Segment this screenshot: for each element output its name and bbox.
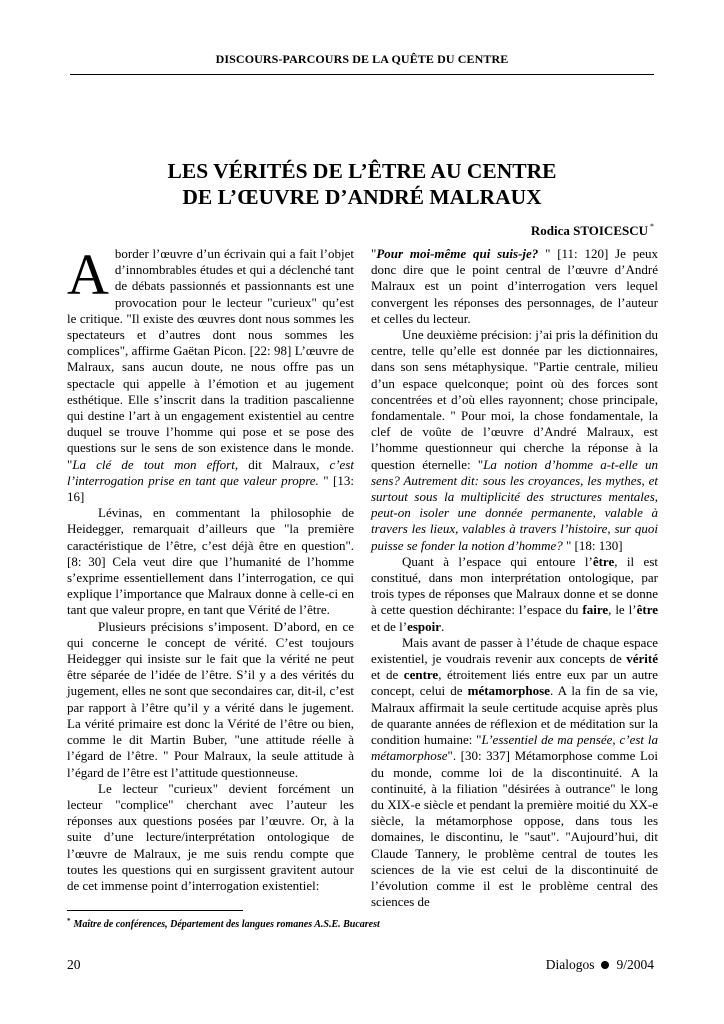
bold-term: métamorphose: [467, 683, 550, 699]
author-footnote-mark: *: [650, 222, 654, 231]
drop-cap: A: [67, 242, 109, 307]
paragraph-text: ". [30: 337] Métamorphose comme Loi du monde, comme loi de la discontinuité. A la continuité, à la filiation "désirées à outrance" le long du XIX-e siècle et pendant la première moitié du XX-e siècle, la métamorphose oppose, dans tous les domaines, le discontinu, le "saut". "Aujourd’hui, dit Claude Tannery, le problème central de toutes les sciences de la vie est celui de la discontinuité de l’évolution comme il est le problème central des sciences de: [371, 748, 658, 910]
title-line-1: LES VÉRITÉS DE L’ÊTRE AU CENTRE: [167, 159, 557, 183]
paragraph: Le lecteur "curieux" devient forcément un lecteur "complice" cherchant avec l’auteur les réponses aux questions posées par l’œuvre. Or, à la suite d’une lecture/interprétation ontologique de l’œuvre de Malraux, je me suis rendu compte que toutes les questions qui en surgissent gravitent autour de cet immense point d’interrogation existentiel:: [67, 780, 354, 893]
paragraph: [67, 242, 354, 505]
footnote-text: Maître de conférences, Département des langues romanes A.S.E. Bucarest: [73, 919, 380, 930]
paragraph: Plusieurs précisions s’imposent. D’abord, en ce qui concerne le concept de vérité. C’est toujours Heidegger qui insiste sur le fait que la vérité ne peut être séparée de l’idée de l’être. S’il y a des vérités du jugement, elles ne sont que secondaires car, dit-il, c’est par rapport à l’être qu’il y a vérité dans le jugement. La vérité primaire est donc la Vérité de l’être ou bien, comme le dit Martin Buber, "une attitude réelle à l’égard de l’être. " Pour Malraux, la seule attitude à l’égard de l’être est l’attitude questionneuse.: [67, 618, 354, 780]
running-header: DISCOURS-PARCOURS DE LA QUÊTE DU CENTRE: [215, 52, 509, 66]
paragraph-text: .: [441, 618, 445, 634]
author-text: Rodica STOICESCU: [530, 223, 648, 238]
quote-mark: ": [371, 246, 377, 261]
paragraph-text: " [11: 120] Je peux donc dire que le point central de l’œuvre d’André Malraux est un point d’interrogation vers lequel convergent les réponses des personnages, de l’auteur et celles du lecteur.: [371, 246, 658, 326]
paragraph-text: , étroitement liés entre eux par un autre concept, celui de: [371, 667, 658, 699]
paragraph-text: Une deuxième précision: j’ai pris la définition du centre, telle qu’elle est donnée par les dictionnaires, dans son sens métaphysique. "Partie centrale, milieu d’un espace quelconque; point où des forces sont concentrées et d’où elles rayonnent; chose principale, fondamentale. " Pour moi, la chose fondamentale, la clef de voûte de l’œuvre d’André Malraux, est l’homme questionneur qui cherche la réponse à la question éternelle: ": [371, 327, 658, 472]
bold-term: être: [592, 553, 615, 569]
page-number: 20: [67, 957, 81, 972]
author-name: [531, 222, 654, 239]
journal-name: Dialogos: [545, 957, 595, 972]
paragraph-text: , il est constitué, dans mon interprétation ontologique, par trois types de réponses que Malraux donne et se donne à cette question déchirante: l’espace du: [371, 553, 658, 618]
paragraph: [371, 554, 658, 635]
bold-term: espoir: [407, 618, 442, 634]
quote-italic: L’essentiel de ma pensée, c’est la métamorphose: [371, 732, 658, 764]
bold-term: être: [636, 602, 658, 618]
paragraph: Lévinas, en commentant la philosophie de Heidegger, remarquait d’ailleurs que "la première caractéristique de l’être, c’est déjà être en question". [8: 30] Cela veut dire que l’humanité de l’homme s’exprime essentiellement dans l’interrogation, ce qui explique l’importance que Malraux donne à celle-ci en tant que valeur propre, en tant que Vérité de l’être.: [67, 505, 354, 618]
quote-italic: , c’est l’interrogation prise en tant que valeur propre.: [67, 456, 354, 488]
paragraph-text: border l’œuvre d’un écrivain qui a fait l’objet d’innombrables études et qui a déclenché tant de débats passionnés et passionnants est une provocation pour le lecteur "curieux" qu’est le critique. "Il existe des œuvres dont nous sommes les spectateurs et d’autres dont nous sommes les complices", affirme Gaëtan Picon. [22: 98] L’œuvre de Malraux, sans aucun doute, ne nous offre pas un spectacle qui appelle à l’émotion et au jugement esthétique. Elle s’inscrit dans la tradition pascalienne qui destine l’art à un engagement existentiel au centre duquel se trouve l’homme qui pose et se pose des questions sur le sens de son existence dans le monde. ": [67, 246, 354, 472]
quote-italic: Pour moi-même qui suis-je?: [376, 246, 539, 261]
footnote-mark: *: [67, 917, 71, 925]
left-column: [67, 242, 354, 894]
paragraph: [371, 327, 658, 554]
bold-term: vérité: [626, 651, 658, 667]
paragraph-text: dit Malraux: [238, 456, 317, 472]
bullet-icon: [601, 961, 609, 969]
title-line-2: DE L’ŒUVRE D’ANDRÉ MALRAUX: [182, 185, 542, 209]
paragraph: [371, 635, 658, 910]
paragraph-text: Mais avant de passer à l’étude de chaque espace existentiel, je voudrais revenir aux concepts de: [371, 634, 658, 667]
footnote-rule: [67, 910, 243, 911]
right-column: [371, 246, 658, 910]
quote-italic: La notion d’homme a-t-elle un sens? Autrement dit: sous les croyances, les mythes, et surtout sous la multiplicité des structures mentales, peut-on isoler une donnée permanente, valable à travers les lieux, valables à travers l’histoire, sur quoi puisse se fonder la notion d’homme?: [371, 456, 658, 553]
paragraph-text: . A la fin de sa vie, Malraux affirmait la seule certitude acquise après plus de quarante années de réflexion et de méditation sur la condition humaine: ": [371, 683, 658, 748]
article-title: [0, 158, 724, 210]
bold-term: faire: [582, 602, 609, 618]
citation: " [18: 130]: [562, 537, 623, 553]
quote-italic: La clé de tout mon effort,: [72, 456, 239, 472]
paragraph-text: et de: [371, 667, 404, 683]
bold-term: centre: [403, 667, 439, 683]
paragraph-text: Quant à l’espace qui entoure l’: [402, 553, 593, 569]
paragraph: [371, 246, 658, 327]
citation: " [13: 16]: [67, 472, 354, 505]
paragraph-text: et de l’: [371, 618, 408, 634]
journal-issue: 9/2004: [616, 957, 654, 972]
journal-info: [546, 957, 654, 973]
footnote: [67, 917, 380, 930]
header-rule: [70, 74, 654, 75]
paragraph-text: , le l’: [608, 602, 637, 618]
